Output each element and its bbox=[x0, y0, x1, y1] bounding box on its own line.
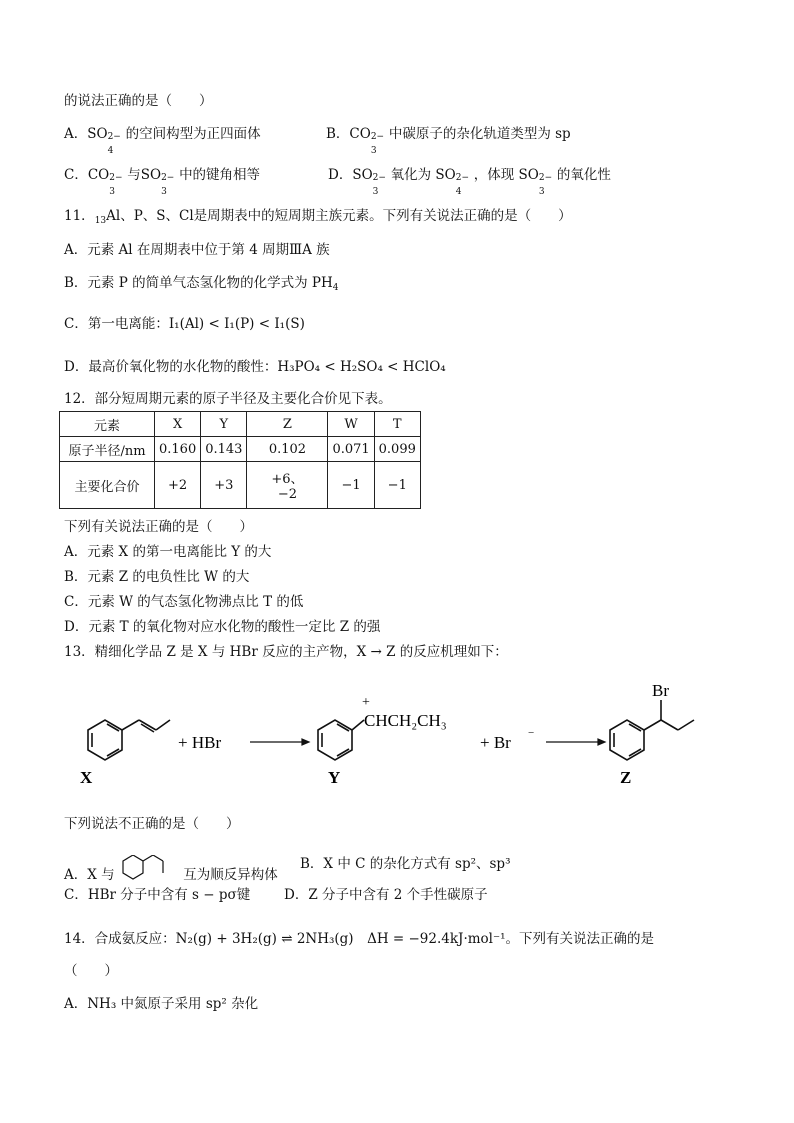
q10-option-b: B．CO 2− 3 中碳原子的杂化轨道类型为 sp bbox=[326, 126, 571, 156]
table-cell: −1 bbox=[328, 462, 374, 509]
reaction-mechanism-diagram bbox=[60, 680, 750, 790]
molecule-x bbox=[88, 720, 170, 760]
q10-option-c: C．CO 2− 3 与SO 2− 3 中的键角相等 bbox=[64, 167, 261, 197]
q12-stem: 12．部分短周期元素的原子半径及主要化合价见下表。 bbox=[64, 391, 392, 407]
table-cell: 元素 bbox=[60, 412, 155, 437]
table-cell: 0.143 bbox=[201, 437, 247, 462]
q13-option-c: C．HBr 分子中含有 s − pσ键 bbox=[64, 887, 251, 903]
q10-option-d: D．SO 2− 3 氧化为 SO 2− 4 ，体现 SO 2− 3 的氧化性 bbox=[328, 167, 611, 197]
table-cell: 主要化合价 bbox=[60, 462, 155, 509]
q12-option-b: B．元素 Z 的电负性比 W 的大 bbox=[64, 569, 250, 585]
cation-charge: + bbox=[362, 695, 370, 710]
table-cell: 0.071 bbox=[328, 437, 374, 462]
table-cell: +3 bbox=[201, 462, 247, 509]
table-row bbox=[60, 462, 421, 509]
cis-isomer-structure bbox=[119, 855, 179, 885]
q13-option-b: B．X 中 C 的杂化方式有 sp²、sp³ bbox=[300, 856, 511, 872]
q13-option-d: D．Z 分子中含有 2 个手性碳原子 bbox=[284, 887, 488, 903]
q13-stem: 13．精细化学品 Z 是 X 与 HBr 反应的主产物，X → Z 的反应机理如下： bbox=[64, 644, 508, 660]
y-chain: CHCH₂CH₃ bbox=[364, 711, 447, 730]
q13-option-a: A．X 与 互为顺反异构体 bbox=[64, 855, 278, 885]
q14-option-a: A．NH₃ 中氮原子采用 sp² 杂化 bbox=[64, 996, 259, 1012]
table-cell: 0.099 bbox=[374, 437, 420, 462]
label-y: Y bbox=[328, 768, 341, 787]
plus-br: + Br bbox=[480, 733, 511, 752]
z-bromine: Br bbox=[652, 681, 669, 700]
q13-question: 下列说法不正确的是（ ） bbox=[64, 816, 240, 832]
table-cell: T bbox=[374, 412, 420, 437]
molecule-y bbox=[318, 720, 364, 760]
bromide-charge: − bbox=[528, 727, 535, 739]
table-cell: Z bbox=[247, 412, 328, 437]
molecule-z bbox=[610, 700, 694, 760]
arrow-1 bbox=[250, 739, 309, 745]
plus-hbr: + HBr bbox=[178, 733, 222, 752]
q12-option-a: A．元素 X 的第一电离能比 Y 的大 bbox=[64, 544, 272, 560]
label-x: X bbox=[80, 768, 93, 787]
q14-stem: 14．合成氨反应：N₂(g) + 3H₂(g) ⇌ 2NH₃(g) ΔH = −92.4kJ·mol⁻¹。下列有关说法正确的是 bbox=[64, 931, 655, 947]
table-header-row bbox=[60, 412, 421, 437]
table-cell: X bbox=[155, 412, 201, 437]
table-cell: Y bbox=[201, 412, 247, 437]
q10-option-a: A．SO 2− 4 的空间构型为正四面体 bbox=[64, 126, 261, 156]
q11-option-c: C．第一电离能：I₁(Al) < I₁(P) < I₁(S) bbox=[64, 316, 305, 332]
q12-question: 下列有关说法正确的是（ ） bbox=[64, 519, 253, 535]
q14-stem-continued: （ ） bbox=[64, 963, 118, 979]
q12-option-c: C．元素 W 的气态氢化物沸点比 T 的低 bbox=[64, 594, 304, 610]
q11-option-b: B．元素 P 的简单气态氢化物的化学式为 $PH_4$ bbox=[64, 275, 339, 293]
table-cell: W bbox=[328, 412, 374, 437]
q12-option-d: D．元素 T 的氧化物对应水化物的酸性一定比 Z 的强 bbox=[64, 619, 381, 635]
table-cell: −1 bbox=[374, 462, 420, 509]
table-row bbox=[60, 437, 421, 462]
q10-stem: 的说法正确的是（ ） bbox=[64, 93, 213, 109]
q11-option-a: A．元素 Al 在周期表中位于第 4 周期ⅢA 族 bbox=[64, 242, 330, 258]
table-cell: 0.160 bbox=[155, 437, 201, 462]
arrow-2 bbox=[546, 739, 605, 745]
table-cell: 0.102 bbox=[247, 437, 328, 462]
table-cell: +2 bbox=[155, 462, 201, 509]
q11-stem: 11．$_{13}$Al、P、S、Cl是周期表中的短周期主族元素。下列有关说法正确的是（ ） bbox=[64, 208, 572, 226]
label-z: Z bbox=[620, 768, 632, 787]
element-table bbox=[59, 411, 421, 509]
q11-option-d: D．最高价氧化物的水化物的酸性：H₃PO₄ < H₂SO₄ < HClO₄ bbox=[64, 359, 446, 375]
table-cell: 原子半径/nm bbox=[60, 437, 155, 462]
table-cell: +6、 −2 bbox=[247, 462, 328, 509]
